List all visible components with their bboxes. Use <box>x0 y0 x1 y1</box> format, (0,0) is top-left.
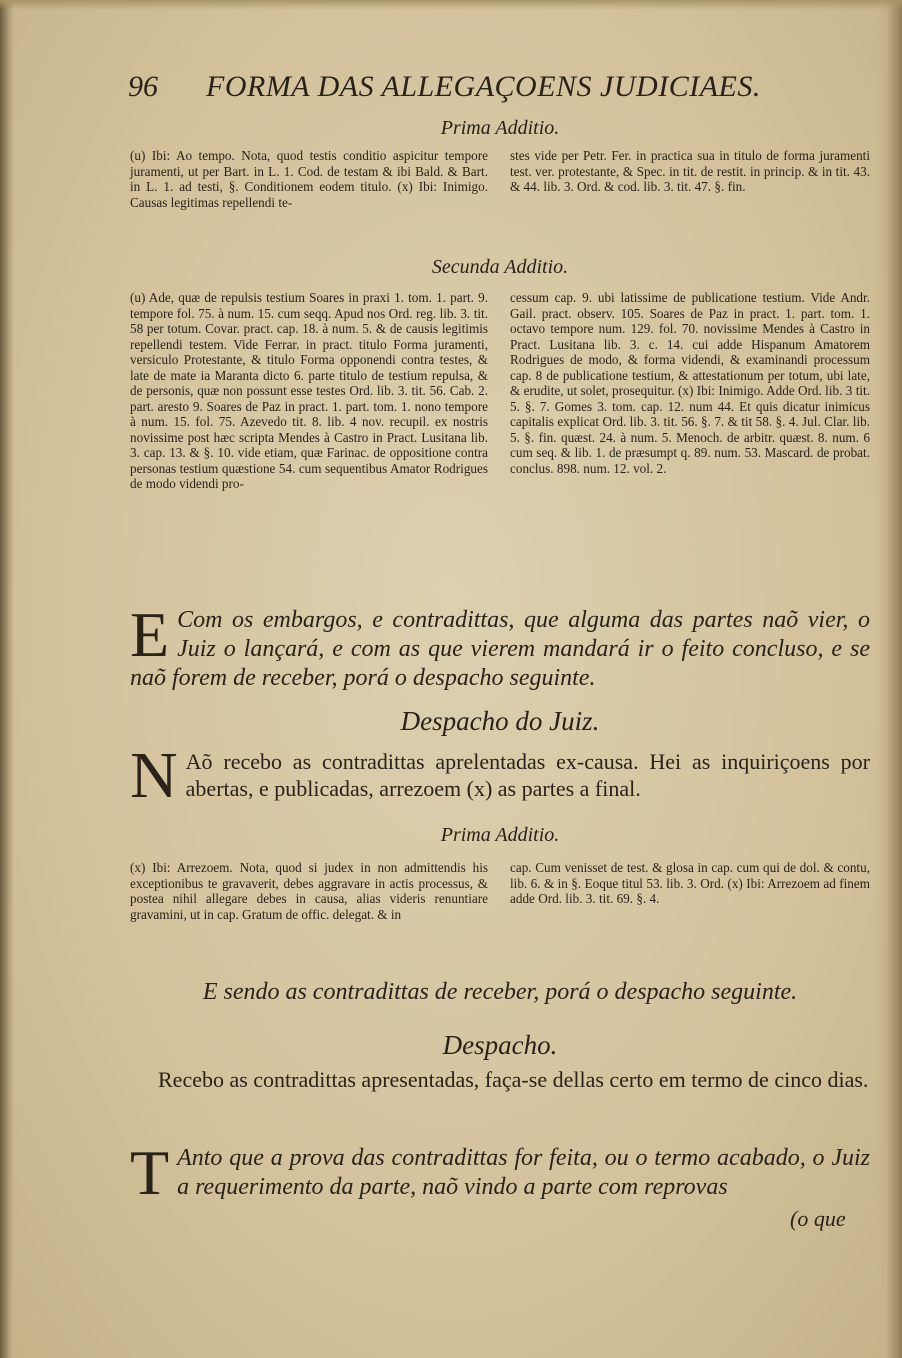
section3-right-text: cap. Cum venisset de test. & glosa in cap. cum qui de dol. & contu, lib. 6. & in §. Eoque titul 53. lib. 3. Ord. (x) Ibi: Arrezoem ad finem adde Ord. lib. 3. tit. 69. §. 4. <box>510 860 870 906</box>
section3-left-column <box>130 860 488 922</box>
paragraph-recebo: Recebo as contradittas apresentadas, faça-se dellas certo em termo de cinco dias. <box>158 1067 869 1092</box>
section2-left-text: (u) Ade, quæ de repulsis testium Soares in praxi 1. tom. 1. part. 9. tempore fol. 75. à num. 15. cum seqq. Apud nos Ord. reg. lib. 3. tit. 58 per totum. Covar. pract. cap. 18. à num. 5. & de causis legitimis repellendi testem. Vide Ferrar. in pract. titulo Forma juramenti, versiculo Protestante, & titulo Forma opponendi contra testes, & late de mate ia Maranta dicto 6. parte titulo de testium repulsa, & de personis, quæ non possunt esse testes Ord. lib. 3. tit. 56. Cab. 2. part. aresto 9. Soares de Paz in pract. 1. part. tom. 1. nono tempore à num. 15. fol. 75. Azevedo tit. 8. lib. 4 nov. recupil. ex nostris novissime post hæc scripta Mendes à Castro in Pract. Lusitana lib. 3. cap. 13. & §. 10. vide etiam, quæ Farinac. de oppositione contra personas testium quæstione 54. cum sequentibus Amator Rodrigues de modo videndi pro- <box>130 290 488 491</box>
page-edge-right <box>876 0 902 1358</box>
paragraph-despacho-juiz <box>130 739 870 812</box>
section2-right-column <box>510 290 870 476</box>
dropcap-t: T <box>130 1137 170 1208</box>
section1-right-text: stes vide per Petr. Fer. in practica sua in titulo de forma juramenti test. ver. protestante, & Spec. in tit. de restit. in princip. & in tit. 43. & 44. lib. 3. Ord. & cod. lib. 3. tit. 47. §. fin. <box>510 148 870 194</box>
despacho-juiz-heading: Despacho do Juiz. <box>400 706 600 736</box>
paragraph-e-sendo: E sendo as contradittas de receber, porá o despacho seguinte. <box>202 979 798 1005</box>
page-number: 96 <box>128 70 158 103</box>
section2-right-text: cessum cap. 9. ubi latissime de publicatione testium. Vide Andr. Gail. pract. observ. 105. Soares de Paz in pract. 1. part. tom. 1. octavo tempore num. 129. fol. 70. novissime Mendes à Castro in Pract. Lusitana lib. 3. c. 14. cui adde Hispanum Amatorem Rodrigues de modo, & forma videndi, & examinandi processum cap. 8 de publicatione testium, & attestationum per totum, ubi late, & erudite, ut solet, prosequitur. (x) Ibi: Inimigo. Adde Ord. lib. 3 tit. 5. §. 7. Gomes 3. tom. cap. 12. num 44. Et quis dicatur inimicus capitalis explicat Ord. lib. 3. tit. 56. §. 7. & tit 58. §. 4. Jul. Clar. lib. 5. §. fin. quæst. 24. à num. 5. Menoch. de arbitr. quæst. 8. num. 6 cum seq. & lib. 1. de præsumpt q. 89. num. 53. Mascard. de probat. conclus. 898. num. 12. vol. 2. <box>510 290 870 476</box>
dropcap-n: N <box>130 739 178 812</box>
catchword: (o que <box>790 1206 846 1231</box>
page-edge-top <box>0 0 902 10</box>
despacho-heading: Despacho. <box>442 1030 558 1060</box>
running-title: FORMA DAS ALLEGAÇOENS JUDICIAES. <box>206 70 761 103</box>
section1-left-text: (u) Ibi: Ao tempo. Nota, quod testis conditio aspicitur tempore juramenti, ut per Bart. in L. 1. Cod. de testam & ibi Bald. & Bart. in L. 1. ad testi, §. Conditionem eodem titulo. (x) Ibi: Inimigo. Causas legitimas repellendi te- <box>130 148 488 210</box>
section3-right-column <box>510 860 870 907</box>
section2-left-column <box>130 290 488 492</box>
page-edge-left <box>0 0 14 1358</box>
paragraph-despacho-juiz-text: Aõ recebo as contradittas aprelentadas ex-causa. Hei as inquiriçoens por abertas, e publicadas, arrezoem (x) as partes a final. <box>185 749 870 801</box>
running-header <box>128 70 808 114</box>
section1-left-column <box>130 148 488 210</box>
prima-additio-heading-2: Prima Additio. <box>440 824 560 846</box>
paragraph-tanto <box>130 1137 870 1208</box>
section3-left-text: (x) Ibi: Arrezoem. Nota, quod si judex in non admittendis his exceptionibus te gravaverit, debes aggravare in actis processus, & postea nihil allegare debes in causa, alias videris renuntiare gravamini, ut in cap. Gratum de offic. delegat. & in <box>130 860 488 922</box>
paragraph-embargos-text: Com os embargos, e contradittas, que alguma das partes naõ vier, o Juiz o lançará, e com as que vierem mandará ir o feito concluso, e se naõ forem de receber, porá o despacho seguinte. <box>130 607 870 691</box>
prima-additio-heading: Prima Additio. <box>440 117 560 139</box>
section1-right-column <box>510 148 870 195</box>
paragraph-embargos <box>130 599 870 693</box>
dropcap-e: E <box>130 599 170 670</box>
secunda-additio-heading: Secunda Additio. <box>431 256 569 278</box>
paragraph-tanto-text: Anto que a prova das contradittas for feita, ou o termo acabado, o Juiz a requerimento da parte, naõ vindo a parte com reprovas <box>177 1145 870 1200</box>
